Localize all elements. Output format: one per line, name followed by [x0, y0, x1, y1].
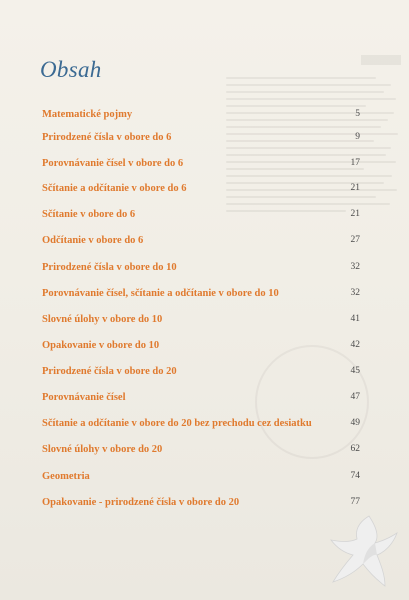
page-title: Obsah [40, 57, 102, 82]
toc-entry[interactable] [42, 183, 360, 199]
toc-entry-page: 49 [350, 418, 360, 428]
toc-entry-label: Porovnávanie čísel, sčítanie a odčítanie v obore do 10 [42, 288, 279, 299]
toc-entry-page: 27 [350, 235, 360, 245]
toc-entry-page: 45 [350, 366, 360, 376]
toc-entry-page: 5 [355, 109, 360, 119]
toc-entry-page: 42 [350, 340, 360, 350]
toc-entry[interactable] [42, 471, 360, 487]
toc-entry[interactable] [42, 288, 360, 304]
toc-entry-page: 32 [350, 262, 360, 272]
toc-entry[interactable] [42, 132, 360, 148]
toc-entry[interactable] [42, 209, 360, 225]
toc-entry-label: Prirodzené čísla v obore do 6 [42, 132, 172, 143]
toc-entry-page: 9 [355, 132, 360, 142]
toc-entry[interactable] [42, 340, 360, 356]
toc-entry[interactable] [42, 366, 360, 382]
toc-entry-label: Opakovanie - prirodzené čísla v obore do 20 [42, 497, 240, 508]
toc-entry[interactable] [42, 314, 360, 330]
toc-entry-label: Slovné úlohy v obore do 10 [42, 314, 163, 325]
toc-entry-label: Prirodzené čísla v obore do 10 [42, 262, 177, 273]
toc-entry-label: Porovnávanie čísel v obore do 6 [42, 158, 184, 169]
toc-entry-label: Slovné úlohy v obore do 20 [42, 444, 163, 455]
toc-entry-label: Opakovanie v obore do 10 [42, 340, 160, 351]
toc-entry[interactable] [42, 109, 360, 125]
toc-entry-page: 77 [350, 497, 360, 507]
toc-entry[interactable] [42, 418, 360, 434]
toc-entry-page: 47 [350, 392, 360, 402]
toc-entry-label: Prirodzené čísla v obore do 20 [42, 366, 177, 377]
star-figure-logo-icon [325, 510, 401, 592]
toc-entry[interactable] [42, 158, 360, 174]
toc-entry-page: 74 [350, 471, 360, 481]
toc-entry-page: 41 [350, 314, 360, 324]
toc-entry-page: 21 [350, 183, 360, 193]
toc-entry[interactable] [42, 392, 360, 408]
toc-entry-label: Sčítanie a odčítanie v obore do 6 [42, 183, 187, 194]
toc-entry[interactable] [42, 497, 360, 513]
toc-entry-label: Odčítanie v obore do 6 [42, 235, 144, 246]
toc-entry-label: Geometria [42, 471, 90, 482]
toc-entry-label: Sčítanie v obore do 6 [42, 209, 136, 220]
toc-entry[interactable] [42, 262, 360, 278]
toc-entry-label: Sčítanie a odčítanie v obore do 20 bez prechodu cez desiatku [42, 418, 312, 429]
toc-entry[interactable] [42, 235, 360, 251]
toc-entry-page: 32 [350, 288, 360, 298]
toc-entry-label: Porovnávanie čísel [42, 392, 126, 403]
toc-entry-label: Matematické pojmy [42, 109, 133, 120]
toc-entry[interactable] [42, 444, 360, 460]
toc-entry-page: 62 [350, 444, 360, 454]
toc-entry-page: 21 [350, 209, 360, 219]
toc-entry-page: 17 [350, 158, 360, 168]
